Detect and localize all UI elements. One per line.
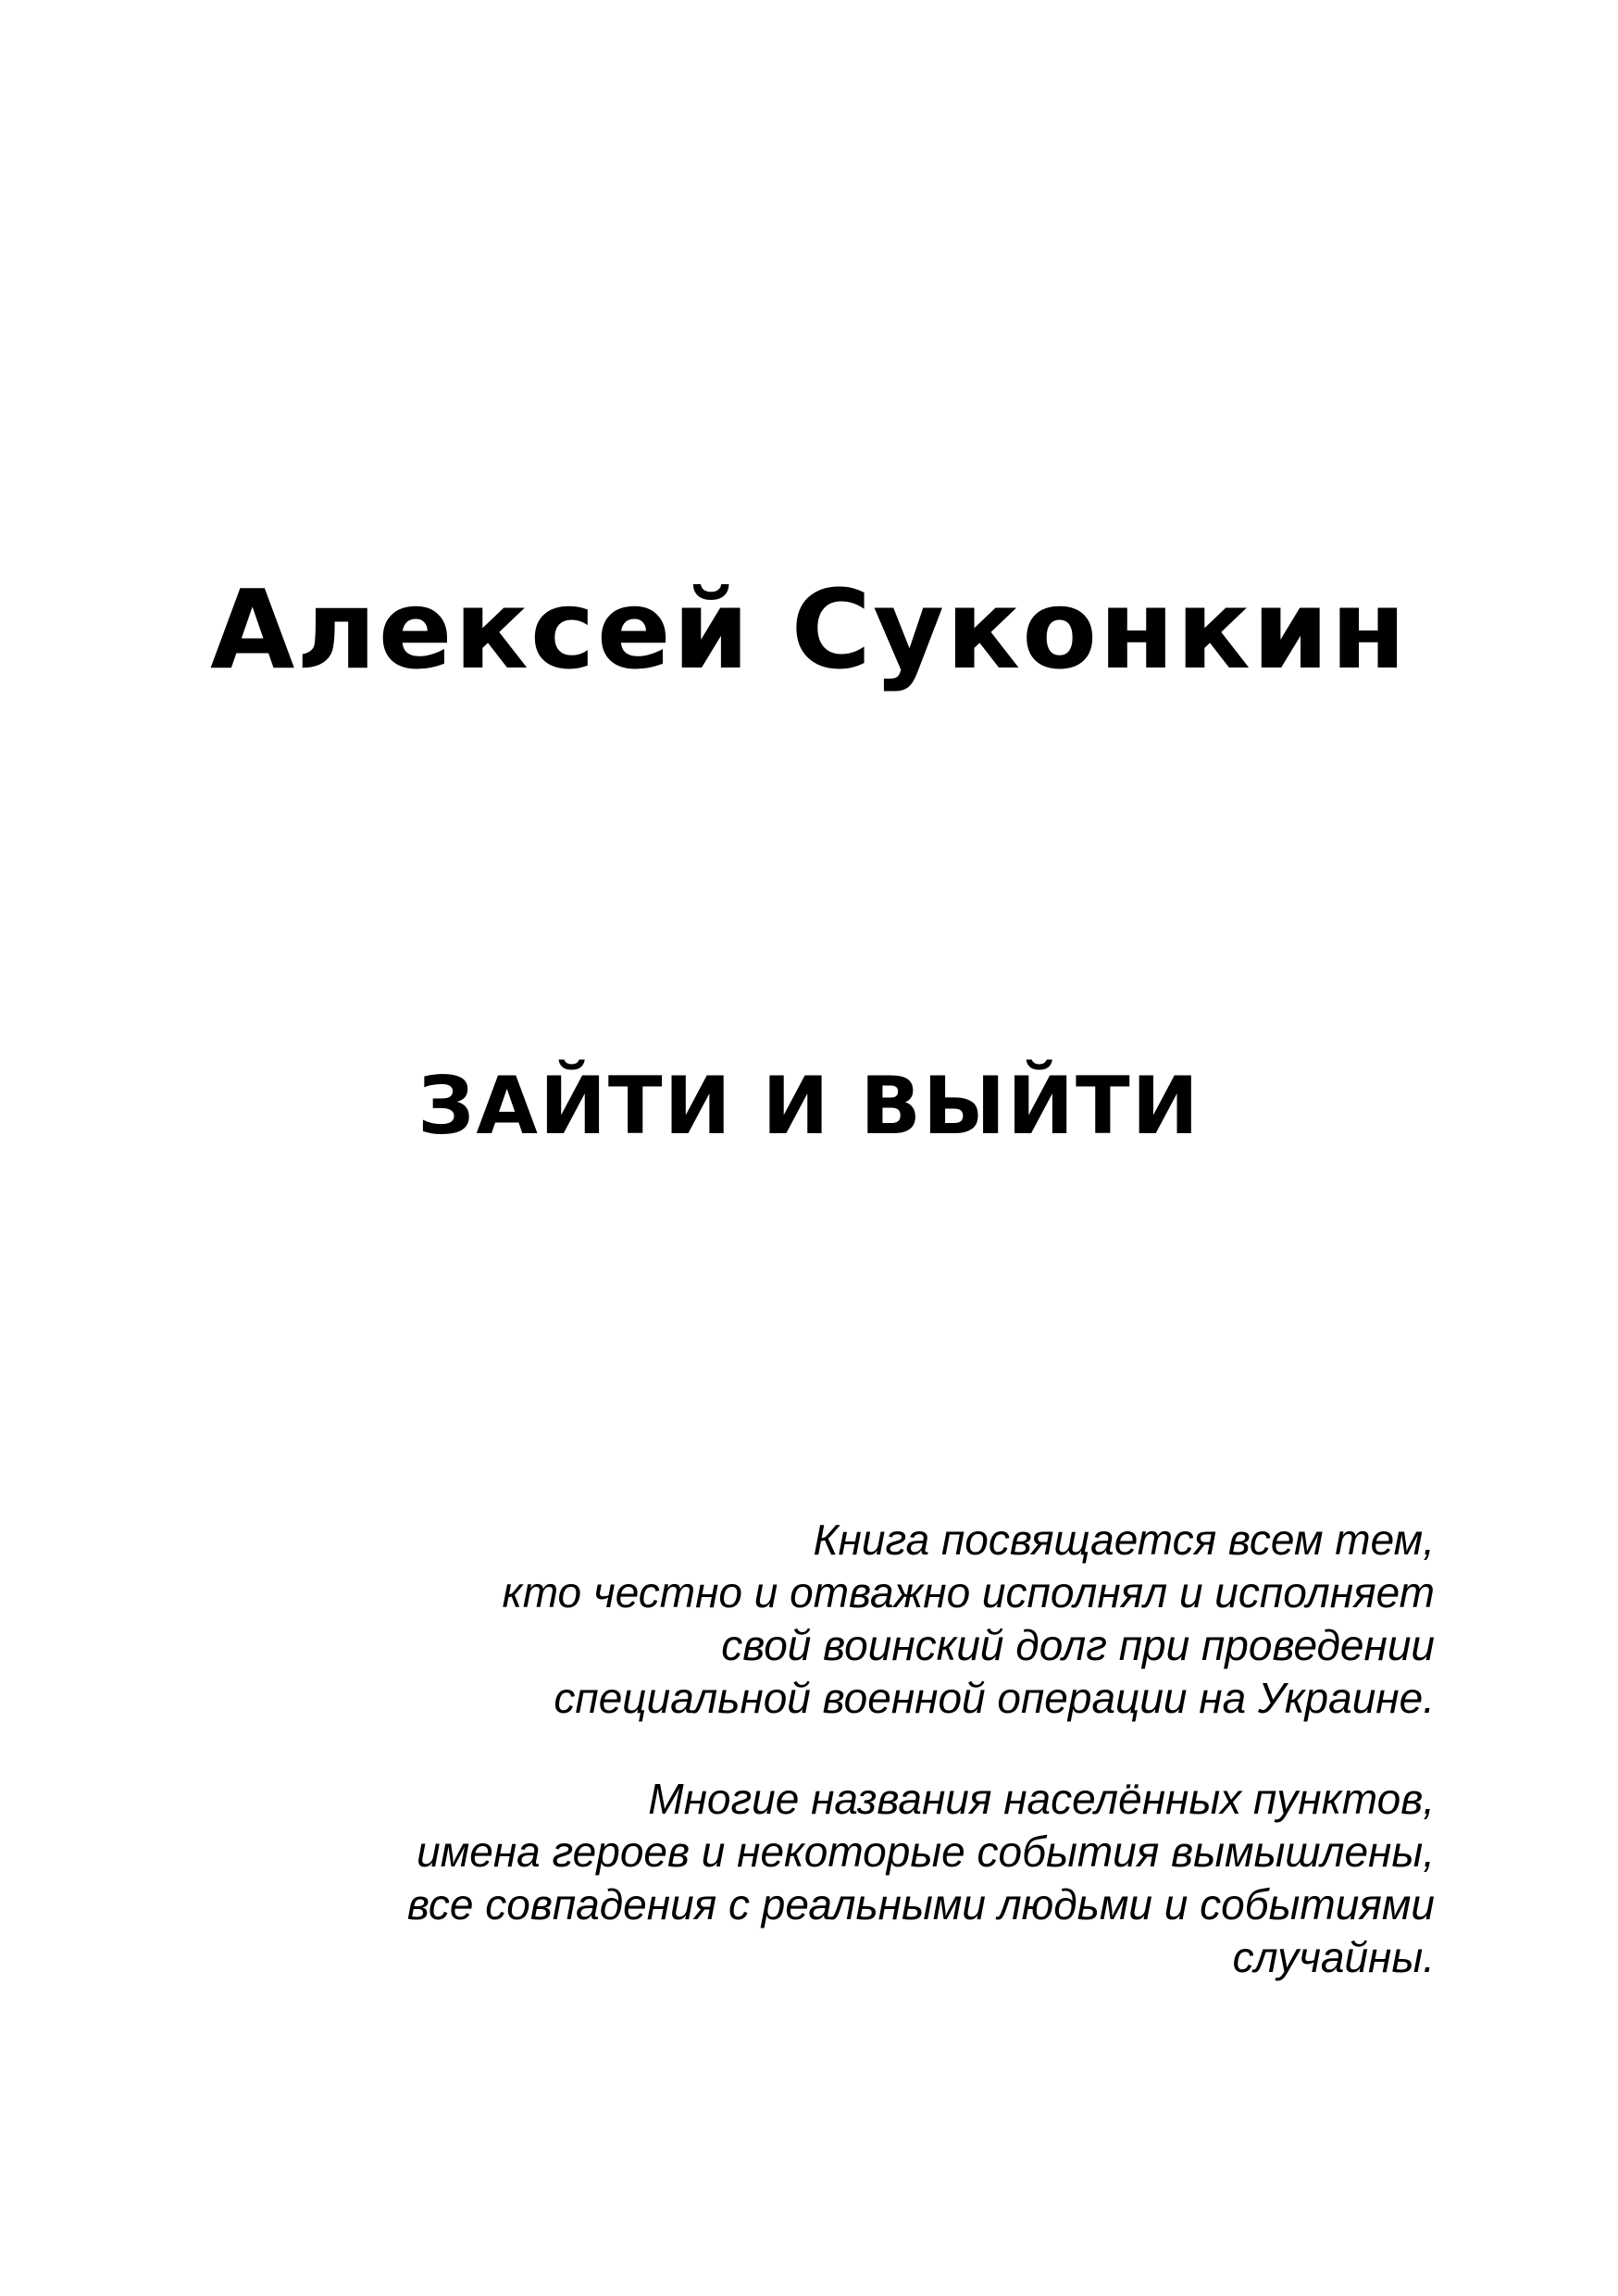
- author-name: Алексей Суконкин: [209, 566, 1409, 693]
- disclaimer-line: все совпадения с реальными людьми и событиями: [406, 1880, 1435, 1928]
- dedication-line: Книга посвящается всем тем,: [813, 1516, 1435, 1564]
- dedication-line: свой воинский долг при проведении: [721, 1621, 1435, 1669]
- disclaimer-line: Многие названия населённых пунктов,: [648, 1775, 1435, 1823]
- dedication-line: специальной военной операции на Украине.: [554, 1674, 1435, 1722]
- dedication-line: кто честно и отважно исполнял и исполняет: [502, 1568, 1435, 1616]
- disclaimer-line: имена героев и некоторые события вымышлены,: [417, 1828, 1435, 1876]
- book-title: ЗАЙТИ И ВЫЙТИ: [417, 1060, 1201, 1153]
- disclaimer-line: случайны.: [1232, 1933, 1435, 1981]
- disclaimer-text: [139, 1773, 1435, 1984]
- dedication-text: [139, 1514, 1435, 1725]
